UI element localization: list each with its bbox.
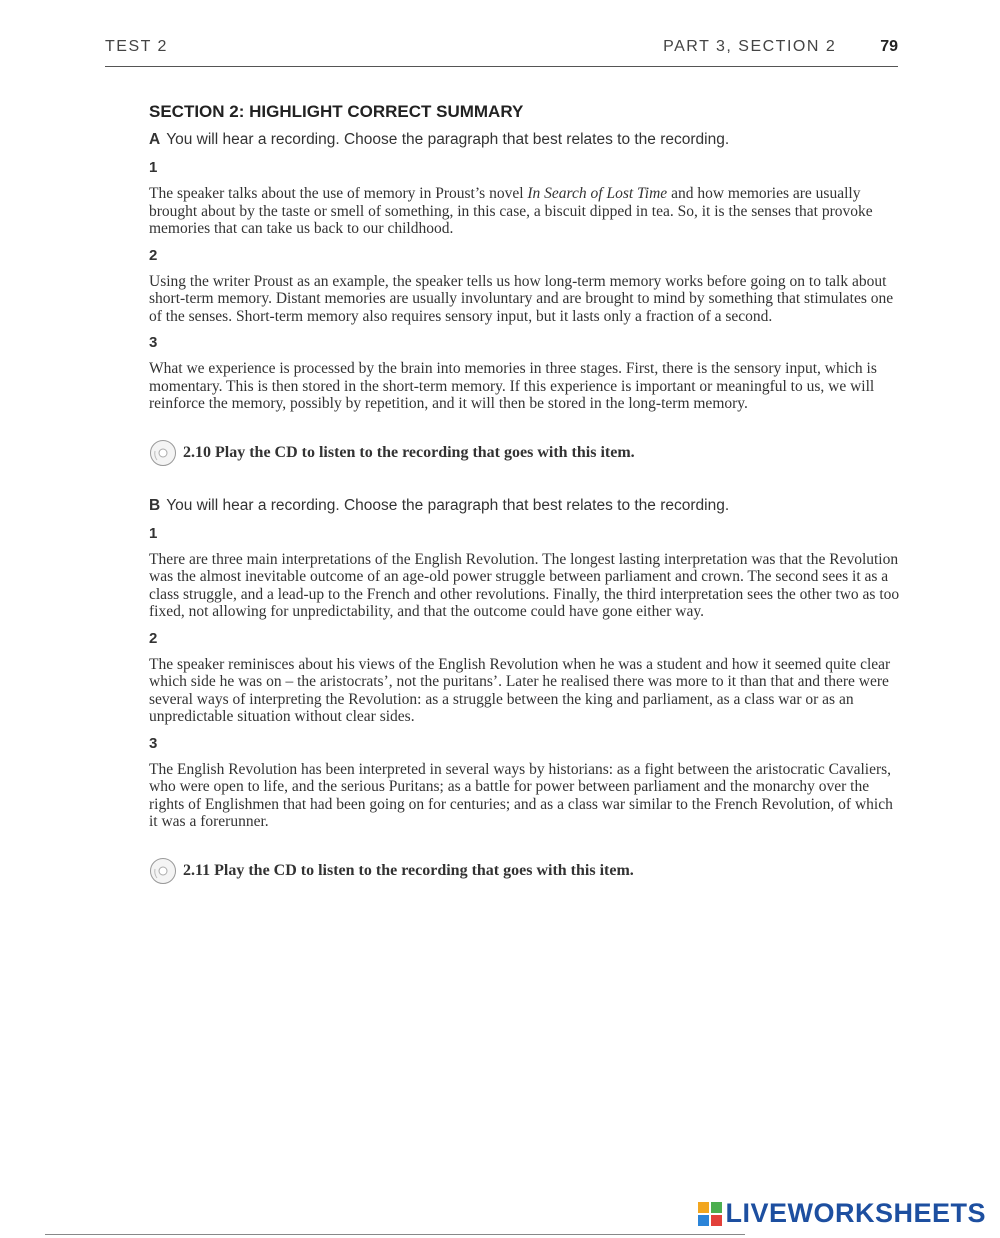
section-title: SECTION 2: HIGHLIGHT CORRECT SUMMARY [149,102,524,121]
part-a-option-number: 1 [149,159,158,176]
part-b-letter: B [149,496,161,514]
cd-icon [149,439,177,467]
part-b-option-number: 3 [149,734,158,752]
part-b-option-2-text[interactable]: The speaker reminisces about his views of the English Revolution when he was a student and how it seemed quite clear which side he was on – the aristocrats’, not the puritans’. Later he realised there was more to it than that and there were several ways of interpreting the Revolution: as a struggle between the king and parliament, as a class war or as an unpredictable situation without clear sides. [149,655,891,725]
page-content [149,102,901,885]
part-b-option-1-text[interactable]: There are three main interpretations of the English Revolution. The longest lasting interpretation was that the Revolution was the almost inevitable outcome of an age-old power struggle between parliament and crown. The second sees it as a class struggle, and a lead-up to the French and other revolutions. Finally, the third interpretation sees the other two as too fixed, not allowing for unpredictability, and that the outcome could have gone either way. [149,550,900,620]
part-a-option-1-text-end: and how memories are usually brought about by the taste or smell of something, in this case, a biscuit dipped in tea. So, it is the senses that provoke memories that can take us back to our childhood. [149,185,873,237]
page-header [105,36,898,67]
part-a-option-1-text[interactable] [149,185,901,238]
part-a-cd-text: 2.10 Play the CD to listen to the recording that goes with this item. [183,443,635,461]
part-a-option-number: 3 [149,334,158,351]
part-b-cd-text: 2.11 Play the CD to listen to the recording that goes with this item. [183,861,634,879]
part-b-option-number: 2 [149,629,158,647]
liveworksheets-logo-icon [698,1202,722,1226]
part-a-instruction-text: You will hear a recording. Choose the paragraph that best relates to the recording. [166,131,730,148]
header-right-group [663,38,898,56]
header-test-label: TEST 2 [105,38,168,55]
part-a-option-1-text-start: The speaker talks about the use of memory in Proust’s novel [149,185,528,202]
part-b-option-number: 1 [149,524,158,542]
brand-name: LIVEWORKSHEETS [725,1198,986,1228]
part-a-option-3-text[interactable]: What we experience is processed by the brain into memories in three stages. First, there is the sensory input, which is momentary. This is then stored in the short-term memory. If this experience is important or meaningful to us, we will reinforce the memory, possibly by repetition, and it will then be stored in the long-term memory. [149,360,877,412]
part-b-instruction-text: You will hear a recording. Choose the paragraph that best relates to the recording. [166,496,730,514]
part-a-option-number: 2 [149,246,158,264]
part-a-option-2-text[interactable]: Using the writer Proust as an example, the speaker tells us how long-term memory works before going on to talk about short-term memory. Distant memories are usually involuntary and are brought to mind by something that stimulates one of the senses. Short-term memory also requires sensory input, but it lasts only a fraction of a second. [149,272,894,325]
page-number: 79 [880,38,898,55]
part-b-option-3-text[interactable]: The English Revolution has been interpreted in several ways by historians: as a fight between the aristocratic Cavaliers, who were open to life, and the serious Puritans; as a battle for power between parliament and the monarchy over the rights of Englishmen that had been going on for centuries; and as a class war similar to the French Revolution, of which it was a forerunner. [149,760,893,830]
novel-title: In Search of Lost Time [527,185,668,202]
cd-icon [149,857,177,885]
liveworksheets-watermark [698,1198,986,1229]
header-section-label: PART 3, SECTION 2 [663,38,837,55]
part-a-instruction [149,131,901,149]
footer-divider [45,1234,745,1235]
part-a-letter: A [149,131,161,148]
part-b-instruction [149,497,901,515]
part-b-cd-prompt [149,857,901,885]
part-a-cd-prompt [149,439,901,467]
